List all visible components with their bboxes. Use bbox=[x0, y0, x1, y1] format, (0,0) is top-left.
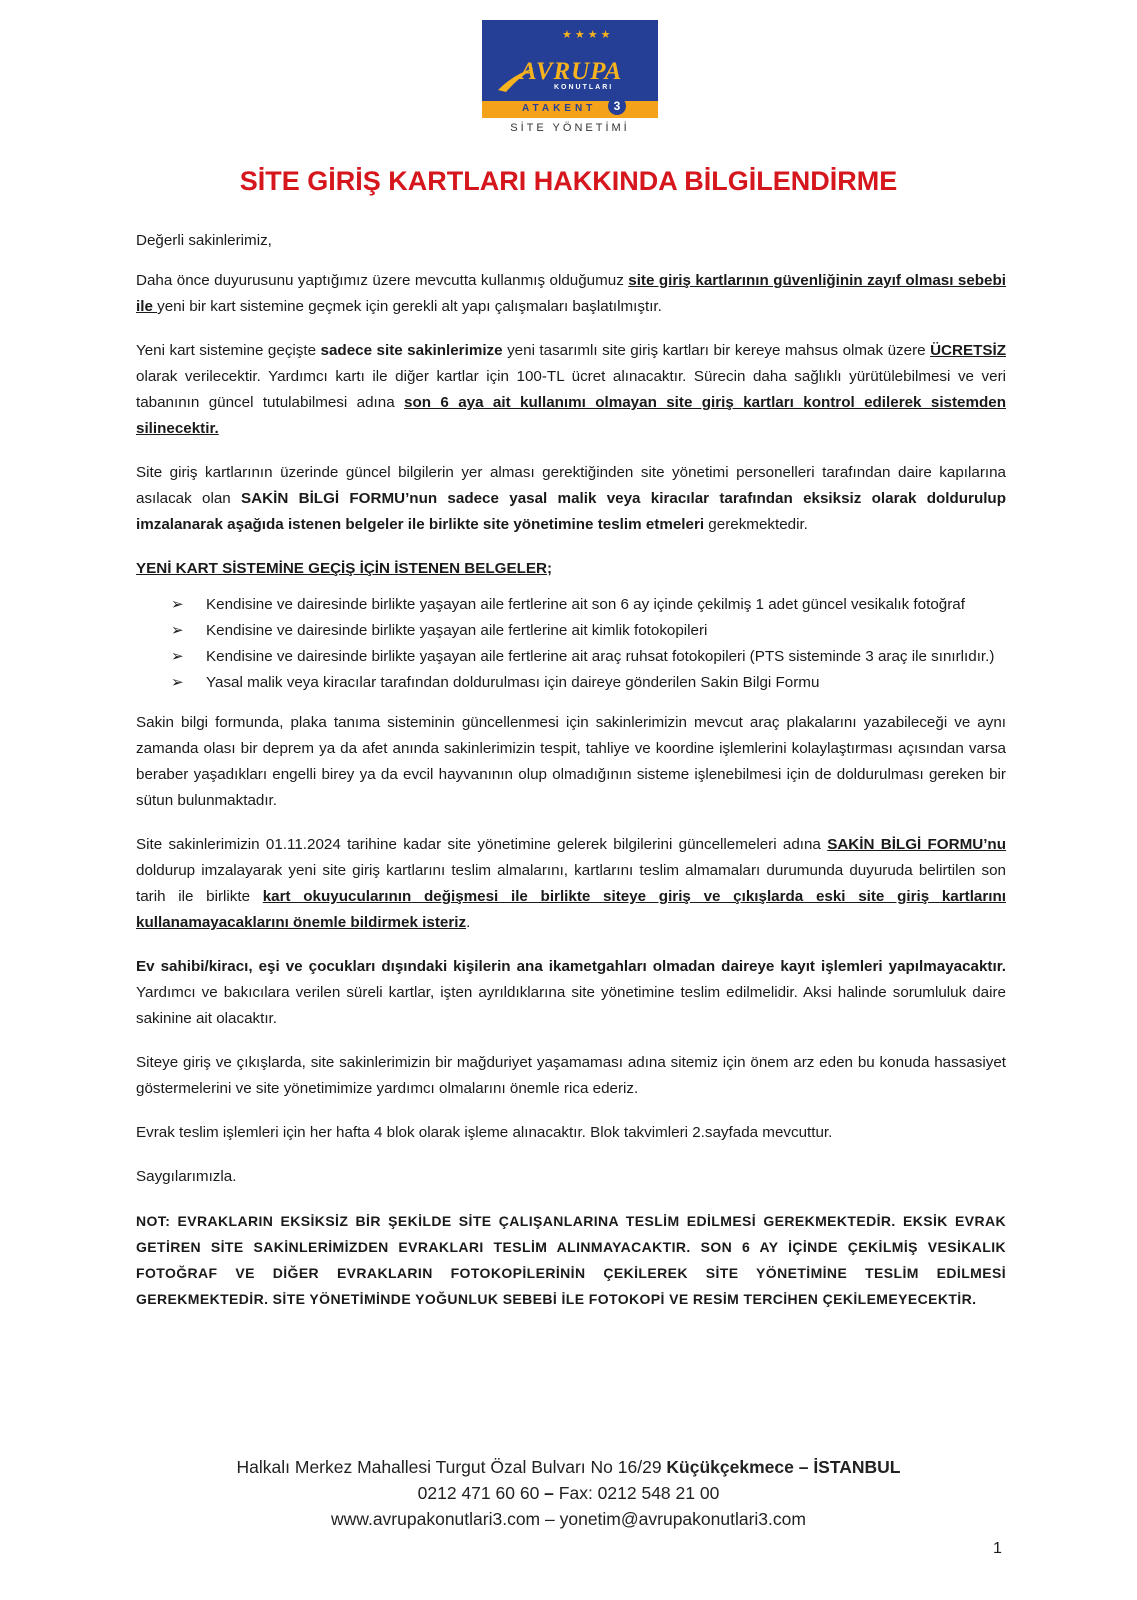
p5-text-a: Site sakinlerimizin 01.11.2024 tarihine kadar site yönetimine gelerek bilgilerini güncellemeleri adına bbox=[136, 836, 828, 853]
closing: Saygılarımızla. bbox=[136, 1168, 237, 1185]
footer-fax: Fax: 0212 548 21 00 bbox=[558, 1483, 720, 1503]
list-item bbox=[136, 618, 1006, 644]
logo-number-badge: 3 bbox=[608, 97, 626, 115]
paragraph-3 bbox=[136, 460, 1006, 538]
footer-phone: 0212 471 60 60 bbox=[417, 1483, 540, 1503]
stars-icon: ★★★★ bbox=[562, 29, 614, 41]
paragraph-4: Sakin bilgi formunda, plaka tanıma sisteminin güncellenmesi için sakinlerimizin mevcut araç plakalarını yazabileceği ve aynı zamanda olası bir deprem ya da afet anında sakinlerimizin tespit, tahliye ve koordine işlemlerini kolaylaştırması açısından varsa beraber yaşadıkları engelli birey ya da evcil hayvanının olup olmadığının sisteme işlenebilmesi için de doldurulması gereken bir sütun bulunmaktadır. bbox=[136, 714, 1006, 809]
list-item bbox=[136, 670, 1006, 696]
p2-bold-residents: sadece site sakinlerimize bbox=[320, 342, 503, 359]
page-number: 1 bbox=[993, 1540, 1002, 1557]
documents-heading-text: YENİ KART SİSTEMİNE GEÇİŞ İÇİN İSTENEN BELGELER; bbox=[136, 560, 553, 577]
p5-text-e: . bbox=[466, 914, 471, 931]
arrow-bullet-icon: ➢ bbox=[171, 596, 184, 613]
p2-emphasis: son 6 aya ait kullanımı olmayan site giriş kartları kontrol edilerek sistemden silinecektir. bbox=[136, 394, 1006, 437]
p3-text-a: Site giriş kartlarının üzerinde güncel bilgilerin yer alması gerektiğinden site yönetimi personelleri tarafından daire kapılarına asılacak olan bbox=[136, 464, 1006, 507]
company-logo bbox=[482, 20, 658, 138]
paragraph-5 bbox=[136, 832, 1006, 936]
note: NOT: EVRAKLARIN EKSİKSİZ BİR ŞEKİLDE SİTE ÇALIŞANLARINA TESLİM EDİLMESİ GEREKMEKTEDİR. EKSİK EVRAK GETİREN SİTE SAKİNLERİMİZDEN EVRAKLARI TESLİM ALINMAYACAKTIR. SON 6 AY İÇİNDE ÇEKİLMİŞ VESİKALIK FOTOĞRAF VE DİĞER EVRAKLARIN FOTOKOPİLERİNİN ÇEKİLEREK SİTE YÖNETİMİNE TESLİM EDİLMESİ GEREKMEKTEDİR. SİTE YÖNETİMİNDE YOĞUNLUK SEBEBİ İLE FOTOKOPİ VE RESİM TERCİHEN ÇEKİLEMEYECEKTİR. bbox=[136, 1213, 1006, 1307]
p1-text-c: yeni bir kart sistemine geçmek için gerekli alt yapı çalışmaları başlatılmıştır. bbox=[157, 298, 662, 315]
footer-web-separator: – bbox=[540, 1509, 560, 1529]
p1-text-a: Daha önce duyurusunu yaptığımız üzere mevcutta kullanmış olduğumuz bbox=[136, 272, 629, 289]
footer-address: Halkalı Merkez Mahallesi Turgut Özal Bulvarı No 16/29 bbox=[236, 1457, 667, 1477]
documents-list bbox=[136, 592, 1006, 696]
p3-bold: SAKİN BİLGİ FORMU’nun sadece yasal malik veya kiracılar tarafından eksiksiz olarak doldurulup imzalanarak aşağıda istenen belgeler ile birlikte site yönetimine teslim etmeleri bbox=[136, 490, 1006, 533]
p3-text-c: gerekmektedir. bbox=[704, 516, 808, 533]
document-body bbox=[136, 228, 1006, 1330]
footer bbox=[0, 1454, 1137, 1532]
p2-free-label: ÜCRETSİZ bbox=[930, 342, 1006, 359]
logo-band-text: ATAKENT bbox=[522, 103, 597, 114]
logo-subtitle: SİTE YÖNETİMİ bbox=[510, 122, 630, 134]
list-item-text: Kendisine ve dairesinde birlikte yaşayan aile fertlerine ait son 6 ay içinde çekilmiş 1 adet güncel vesikalık fotoğraf bbox=[206, 596, 965, 613]
salutation: Değerli sakinlerimiz, bbox=[136, 232, 272, 249]
logo-brand-main: AVRUPA bbox=[520, 58, 623, 85]
list-item-text: Yasal malik veya kiracılar tarafından doldurulması için daireye gönderilen Sakin Bilgi Formu bbox=[206, 674, 820, 691]
p2-text-c: yeni tasarımlı site giriş kartları bir kereye mahsus olmak üzere bbox=[502, 342, 931, 359]
paragraph-7: Siteye giriş ve çıkışlarda, site sakinlerimizin bir mağduriyet yaşamaması adına sitemiz için önem arz eden bu konuda hassasiyet göstermelerini ve site yönetimimize yardımcı olmalarını önemle rica ederiz. bbox=[136, 1054, 1006, 1097]
document-title: SİTE GİRİŞ KARTLARI HAKKINDA BİLGİLENDİRME bbox=[239, 166, 898, 196]
p5-text-c: doldurup imzalayarak yeni site giriş kartlarını teslim almalarını, kartlarını teslim almamaları durumunda duyuruda belirtilen son tarih ile birlikte bbox=[136, 862, 1006, 905]
p1-emphasis: site giriş kartlarının güvenliğinin zayıf olması sebebi ile bbox=[136, 272, 1006, 315]
list-item-text: Kendisine ve dairesinde birlikte yaşayan aile fertlerine ait araç ruhsat fotokopileri (PTS sisteminde 3 araç ile sınırlıdır.) bbox=[206, 648, 995, 665]
arrow-bullet-icon: ➢ bbox=[171, 674, 184, 691]
list-item bbox=[136, 644, 1006, 670]
footer-district: Küçükçekmece – İSTANBUL bbox=[666, 1457, 901, 1477]
paragraph-2 bbox=[136, 338, 1006, 442]
p5-emphasis: kart okuyucularının değişmesi ile birlikte siteye giriş ve çıkışlarda eski site giriş kartlarını kullanamayacaklarını önemle bildirmek isteriz bbox=[136, 888, 1006, 931]
footer-web-line bbox=[0, 1506, 1137, 1532]
paragraph-1 bbox=[136, 268, 1006, 320]
footer-email[interactable]: yonetim@avrupakonutlari3.com bbox=[559, 1509, 806, 1529]
footer-phone-line bbox=[0, 1480, 1137, 1506]
paragraph-6 bbox=[136, 954, 1006, 1032]
list-item bbox=[136, 592, 1006, 618]
paragraph-8: Evrak teslim işlemleri için her hafta 4 blok olarak işleme alınacaktır. Blok takvimleri 2.sayfada mevcuttur. bbox=[136, 1124, 833, 1141]
arrow-bullet-icon: ➢ bbox=[171, 622, 184, 639]
p5-form-name: SAKİN BİLGİ FORMU’nu bbox=[827, 836, 1006, 853]
p6-bold: Ev sahibi/kiracı, eşi ve çocukları dışındaki kişilerin ana ikametgahları olmadan daireye kayıt işlemleri yapılmayacaktır. bbox=[136, 958, 1006, 975]
footer-website[interactable]: www.avrupakonutlari3.com bbox=[331, 1509, 541, 1529]
documents-heading bbox=[136, 556, 1006, 582]
p2-text-e: olarak verilecektir. Yardımcı kartı ile diğer kartlar için 100-TL ücret alınacaktır. Sürecin daha sağlıklı yürütülebilmesi ve veri tabanının güncel tutulabilmesi adına bbox=[136, 368, 1006, 411]
logo-box bbox=[482, 20, 658, 118]
list-item-text: Kendisine ve dairesinde birlikte yaşayan aile fertlerine ait kimlik fotokopileri bbox=[206, 622, 708, 639]
logo-brand-small: KONUTLARI bbox=[554, 84, 614, 91]
p6-text-b: Yardımcı ve bakıcılara verilen süreli kartlar, işten ayrıldıklarına site yönetimine teslim edilmelidir. Aksi halinde sorumluluk daire sakinine ait olacaktır. bbox=[136, 984, 1006, 1027]
footer-phone-separator: – bbox=[539, 1483, 559, 1503]
arrow-bullet-icon: ➢ bbox=[171, 648, 184, 665]
p2-text-a: Yeni kart sistemine geçişte bbox=[136, 342, 321, 359]
footer-address-line bbox=[0, 1454, 1137, 1480]
